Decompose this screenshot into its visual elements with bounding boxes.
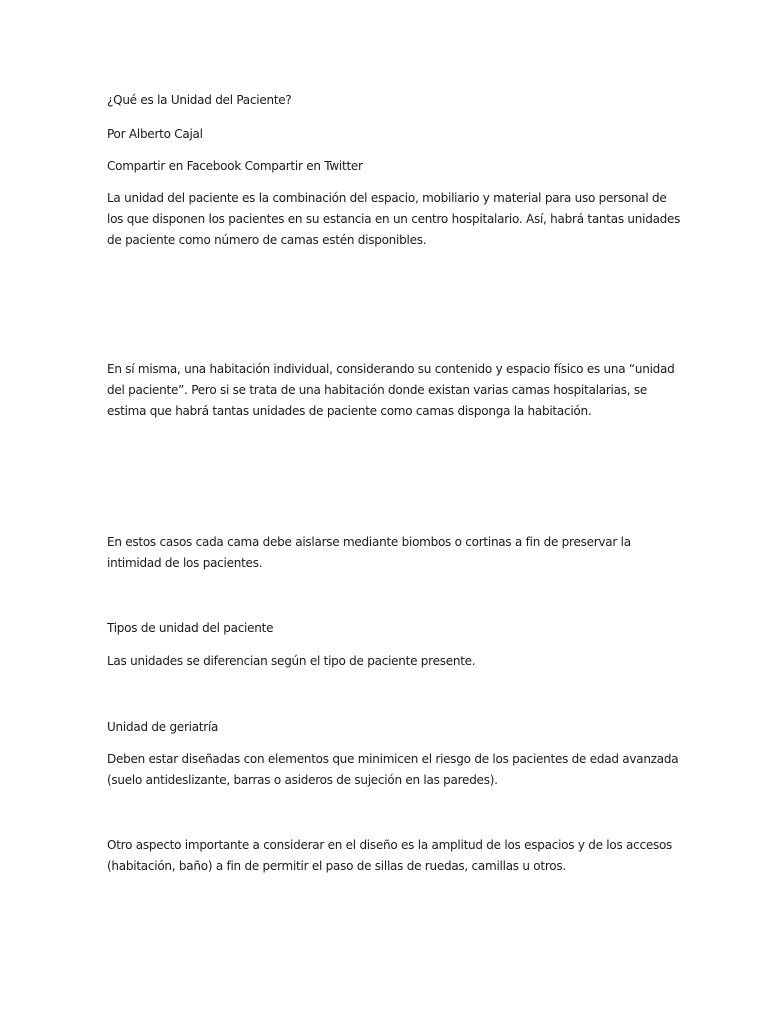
paragraph-5-line-2: (suelo antideslizante, barras o asideros de sujeción en las paredes).: [107, 773, 498, 787]
paragraph-2-line-3: estima que habrá tantas unidades de paciente como camas disponga la habitación.: [107, 404, 592, 418]
paragraph-6-line-2: (habitación, baño) a fin de permitir el paso de sillas de ruedas, camillas u otros.: [107, 859, 566, 873]
author-line: Por Alberto Cajal: [107, 127, 203, 141]
paragraph-6-line-1: Otro aspecto importante a considerar en el diseño es la amplitud de los espacios y de los accesos: [107, 838, 673, 852]
paragraph-4: Las unidades se diferencian según el tipo de paciente presente.: [107, 654, 476, 668]
paragraph-2-line-2: del paciente”. Pero si se trata de una habitación donde existan varias camas hospitalarias, se: [107, 383, 648, 397]
document-title: ¿Qué es la Unidad del Paciente?: [107, 93, 292, 107]
paragraph-1-line-3: de paciente como número de camas estén disponibles.: [107, 233, 427, 247]
paragraph-2-line-1: En sí misma, una habitación individual, considerando su contenido y espacio físico es una “unidad: [107, 362, 675, 376]
paragraph-1-line-1: La unidad del paciente es la combinación del espacio, mobiliario y material para uso personal de: [107, 191, 667, 205]
paragraph-3-line-2: intimidad de los pacientes.: [107, 556, 263, 570]
paragraph-3-line-1: En estos casos cada cama debe aislarse mediante biombos o cortinas a fin de preservar la: [107, 535, 631, 549]
paragraph-1-line-2: los que disponen los pacientes en su estancia en un centro hospitalario. Así, habrá tantas unidades: [107, 212, 681, 226]
paragraph-5-line-1: Deben estar diseñadas con elementos que minimicen el riesgo de los pacientes de edad avanzada: [107, 752, 679, 766]
section-heading-geriatria: Unidad de geriatría: [107, 720, 219, 734]
section-heading-tipos: Tipos de unidad del paciente: [107, 621, 274, 635]
share-line: Compartir en Facebook Compartir en Twitter: [107, 159, 363, 173]
